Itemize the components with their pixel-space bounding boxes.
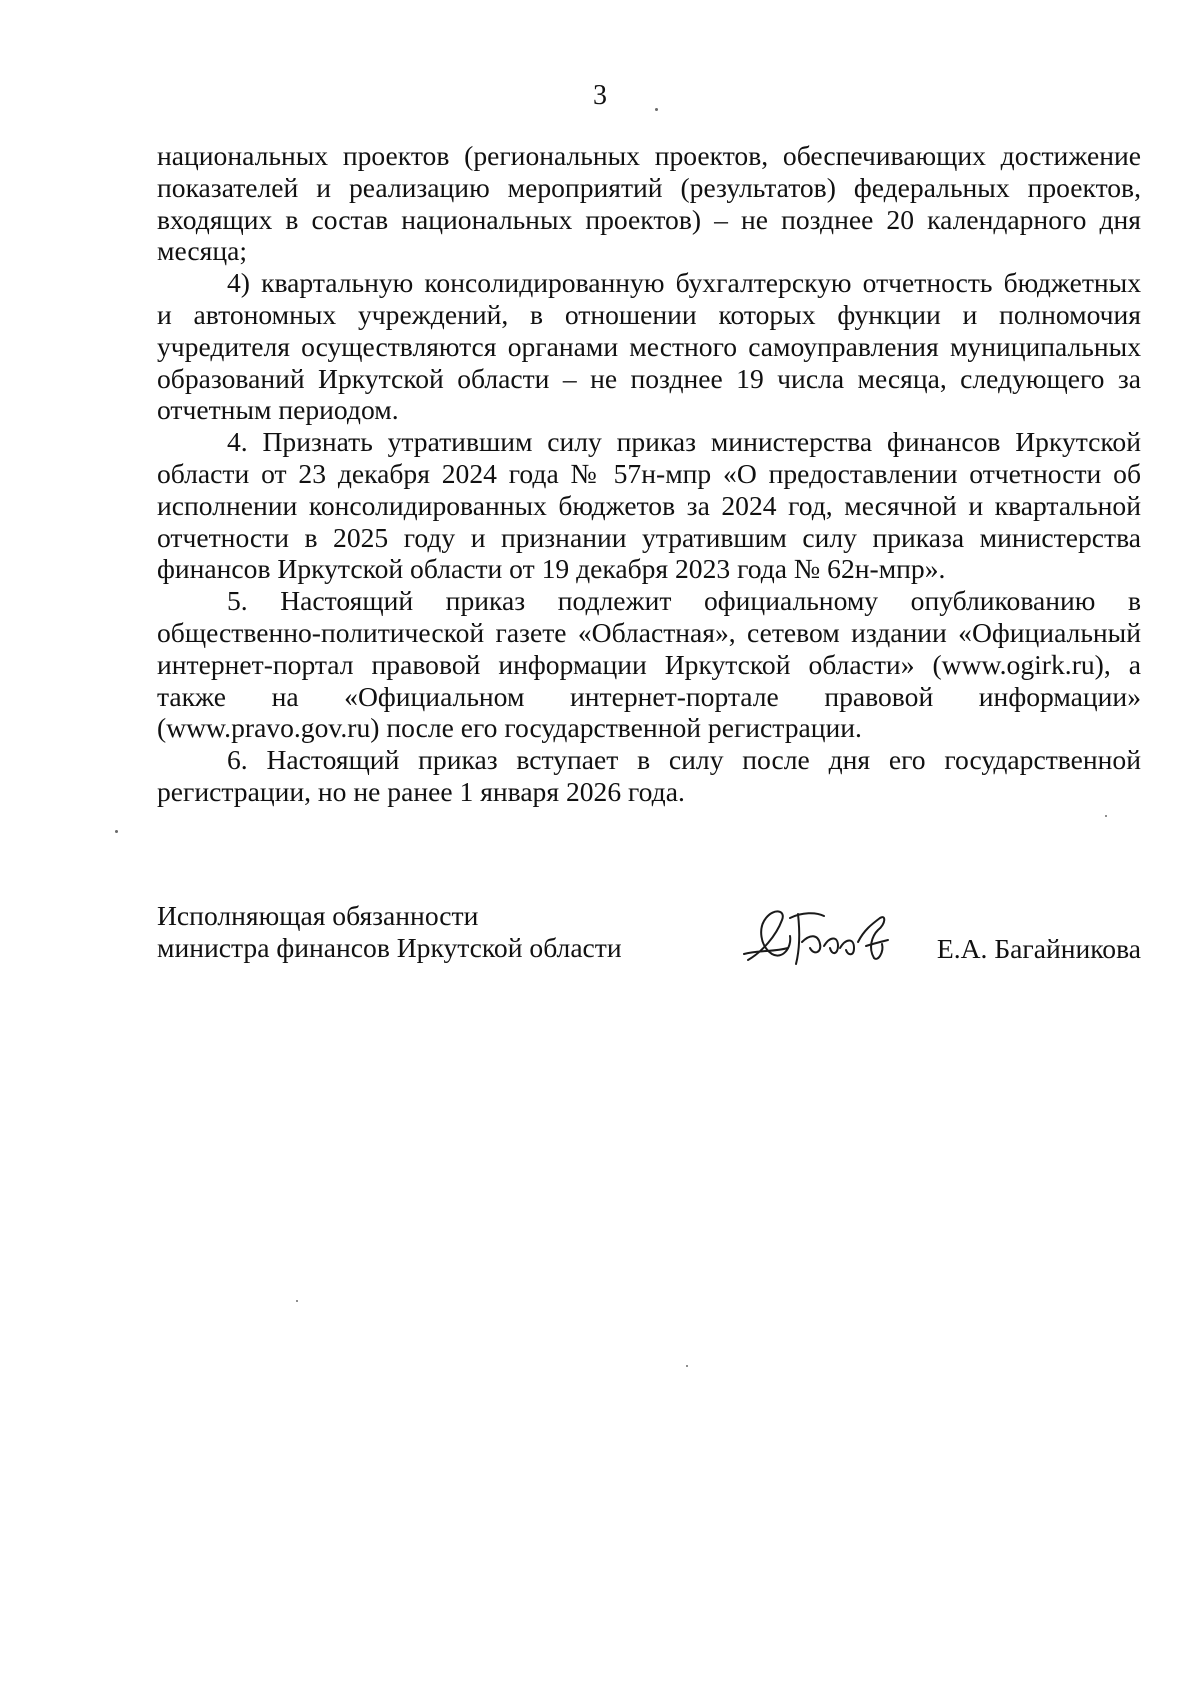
signature-block: [157, 900, 1141, 990]
paragraph-item-4: 4) квартальную консолидированную бухгалтерскую отчетность бюджетных и автономных учреждений, в отношении которых функции и полномочия учредителя осуществляются органами местного самоуправления муниципальных образований Иркутской области – не позднее 19 числа месяца, следующего за отчетным периодом.: [157, 267, 1141, 426]
paragraph-clause-5: 5. Настоящий приказ подлежит официальному опубликованию в общественно-политической газете «Областная», сетевом издании «Официальный интернет-портал правовой информации Иркутской области» (www.ogirk.ru), а также на «Официальном интернет-портале правовой информации» (www.pravo.gov.ru) после его государственной регистрации.: [157, 585, 1141, 744]
signatory-title: [157, 900, 677, 964]
scan-speck: [296, 1300, 298, 1302]
handwritten-signature-icon: [740, 902, 900, 972]
paragraph-clause-4: 4. Признать утратившим силу приказ министерства финансов Иркутской области от 23 декабря 2024 года № 57н-мпр «О предоставлении отчетности об исполнении консолидированных бюджетов за 2024 год, месячной и квартальной отчетности в 2025 году и признании утратившим силу приказа министерства финансов Иркутской области от 19 декабря 2023 года № 62н-мпр».: [157, 426, 1141, 585]
paragraph-clause-6: 6. Настоящий приказ вступает в силу после дня его государственной регистрации, но не ранее 1 января 2026 года.: [157, 744, 1141, 807]
signatory-name: Е.А. Багайникова: [936, 933, 1141, 964]
document-body: [157, 140, 1141, 808]
paragraph-continuation: национальных проектов (региональных проектов, обеспечивающих достижение показателей и реализацию мероприятий (результатов) федеральных проектов, входящих в состав национальных проектов) – не позднее 20 календарного дня месяца;: [157, 140, 1141, 267]
scan-speck: [115, 830, 118, 833]
scan-speck: [686, 1365, 688, 1367]
signatory-title-line-1: Исполняющая обязанности: [157, 900, 479, 931]
page-number: 3: [593, 80, 607, 111]
scan-speck: [1105, 815, 1107, 817]
scan-speck: [655, 108, 658, 111]
signatory-title-line-2: министра финансов Иркутской области: [157, 932, 622, 963]
